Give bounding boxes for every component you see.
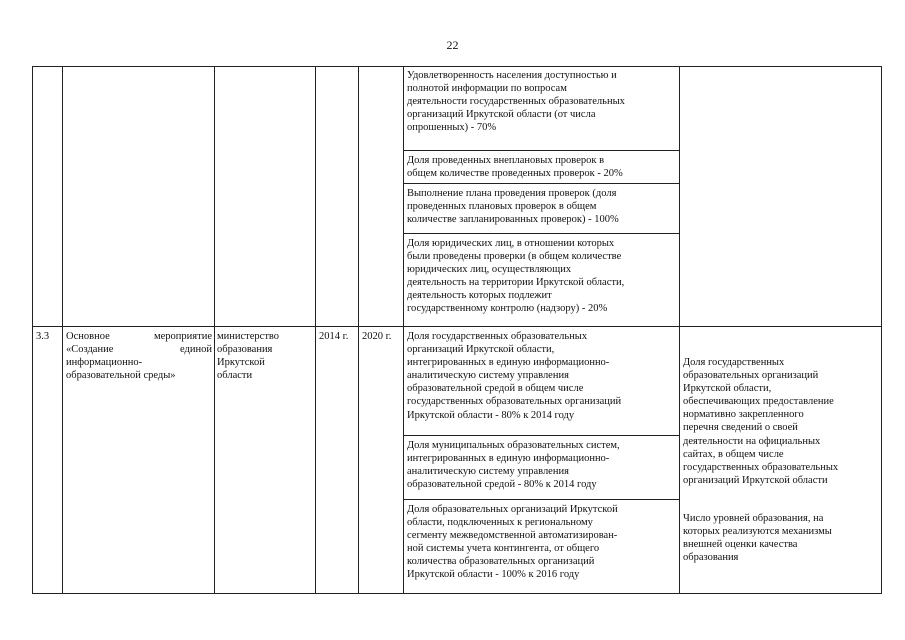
indicator-text: Доля проведенных внеплановых проверок в общем количестве проведенных проверок - 20% (407, 155, 623, 180)
program-table (32, 66, 882, 596)
col-sep-3 (315, 66, 316, 594)
indicator-sep-5 (403, 499, 680, 500)
start-year: 2014 г. (319, 331, 349, 342)
col-sep-4 (358, 66, 359, 594)
indicator-text: Удовлетворенность населения доступностью и полнотой информации по вопросам деятельности государственных образовательных организаций Иркутской области (от числа опрошенных) - 70% (407, 70, 625, 134)
col-sep-1 (62, 66, 63, 594)
table-border-top (32, 66, 882, 67)
indicator-text: Выполнение плана проведения проверок (доля проведенных плановых проверок в общем количестве запланированных проверок) - 100% (407, 188, 619, 226)
executor: министерство образования Иркутской области (217, 331, 280, 382)
activity-name (66, 330, 212, 382)
indicator-text: Доля муниципальных образовательных систем, интегрированных в единую информационно- аналитическую систему управления образовательной средой - 80% к 2014 году (407, 440, 620, 491)
activity-word: «Создание (66, 344, 114, 356)
result-text: Число уровней образования, на которых реализуются механизмы внешней оценки качества образования (683, 513, 832, 564)
table-border-left (32, 66, 33, 594)
activity-word: мероприятие (154, 331, 212, 342)
page-number: 22 (446, 38, 459, 52)
col-sep-6 (679, 66, 680, 594)
row-number: 3.3 (36, 331, 50, 342)
indicator-sep-3 (403, 233, 680, 234)
table-border-bottom (32, 593, 882, 594)
indicator-text: Доля образовательных организаций Иркутской области, подключенных к региональному сегменту межведомственной автоматизирован- ной системы учета контингента, от общего количества образовательных организаций Иркутской области - 100% к 2016 году (407, 504, 618, 581)
end-year: 2020 г. (362, 331, 392, 342)
activity-word: единой (180, 344, 212, 356)
activity-word: Основное (66, 331, 110, 342)
indicator-text: Доля государственных образовательных организаций Иркутской области, интегрированных в единую информационно- аналитическую систему управления образовательной средой в общем числе государственных образовательных организаций Иркутской области - 80% к 2014 году (407, 331, 622, 421)
indicator-text: Доля юридических лиц, в отношении которых были проведены проверки (в общем количестве юридических лиц, осуществляющих деятельность на территории Иркутской области, деятельность которых подлежит государственному контролю (надзору) - 20% (407, 238, 625, 315)
table-border-right (881, 66, 882, 594)
indicator-sep-2 (403, 183, 680, 184)
col-sep-2 (214, 66, 215, 594)
indicator-sep-4 (403, 435, 680, 436)
result-text: Доля государственных образовательных организаций Иркутской области, обеспечивающих предоставление нормативно закрепленного перечня сведений о своей деятельности на официальных сайтах, в общем числе государственных образовательных организаций Иркутской области (683, 357, 839, 486)
activity-rest: информационно- образовательной среды» (66, 357, 176, 382)
col-sep-5 (403, 66, 404, 594)
indicator-sep-1 (403, 150, 680, 151)
row-sep-3-3 (32, 326, 882, 327)
